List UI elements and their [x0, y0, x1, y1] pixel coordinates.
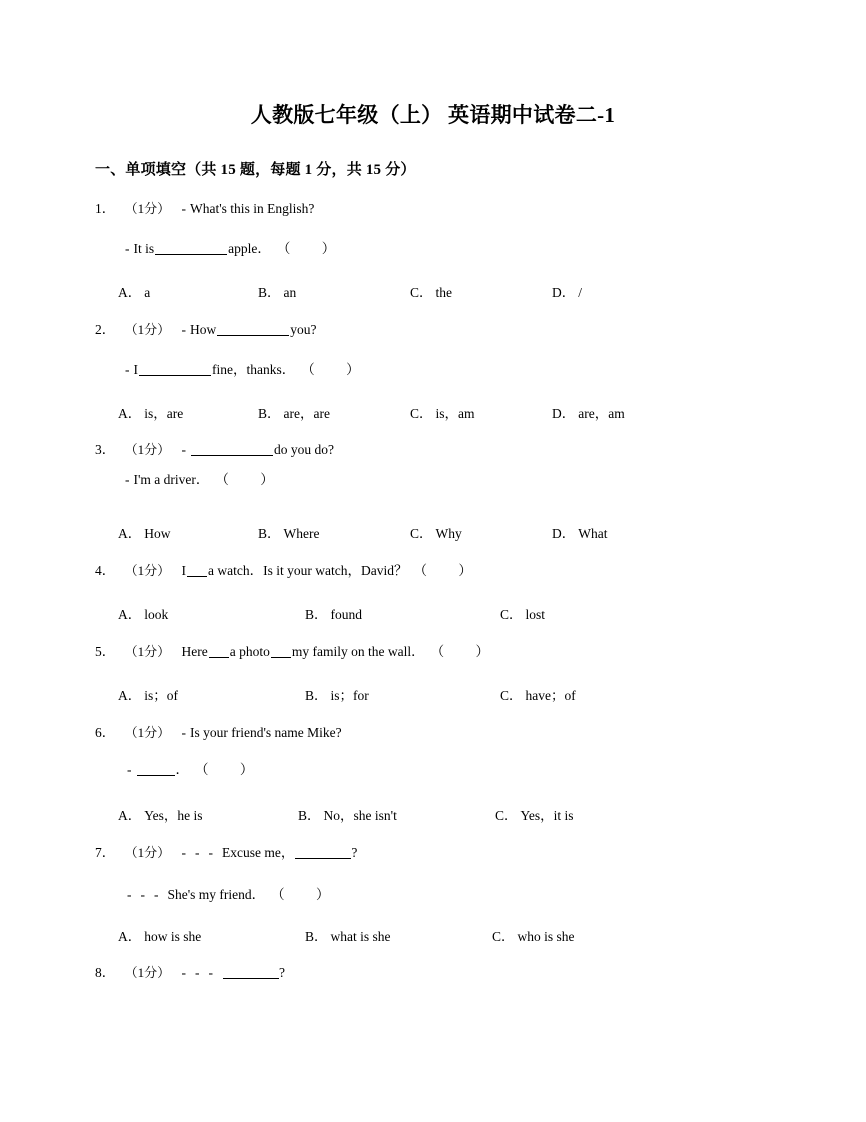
question-4-text-post: a watch．Is it your watch，David？: [208, 563, 408, 578]
question-7-answer-text: She's my friend．: [167, 887, 266, 902]
question-2-answer-post: fine，thanks．: [212, 362, 296, 377]
answer-paren[interactable]: （ ）: [271, 887, 344, 902]
dash-marker: -: [208, 965, 214, 980]
question-4-option-a[interactable]: [118, 603, 168, 623]
question-4-option-b[interactable]: [305, 603, 362, 623]
option-text: the: [435, 285, 453, 300]
section-heading: 一、单项填空（共 15 题，每题 1 分，共 15 分）: [95, 162, 416, 178]
option-label: B．: [258, 285, 281, 300]
option-label: C．: [410, 406, 433, 421]
question-5-number: 5．: [95, 644, 116, 659]
option-label: B．: [305, 929, 328, 944]
option-text: look: [144, 607, 169, 622]
question-7-option-a[interactable]: [118, 925, 201, 945]
question-4-score: （1分）: [124, 563, 171, 578]
option-text: Why: [435, 526, 462, 541]
answer-paren[interactable]: （ ）: [215, 472, 288, 487]
question-7-text-post: ?: [351, 845, 358, 860]
option-text: how is she: [144, 929, 202, 944]
option-text: is；of: [144, 688, 178, 703]
option-text: Yes，it is: [520, 808, 574, 823]
question-3-score: （1分）: [124, 442, 171, 457]
question-5-text-mid: a photo: [229, 644, 270, 659]
option-label: C．: [410, 526, 433, 541]
question-6-line-1: [95, 724, 342, 742]
option-text: /: [578, 285, 583, 300]
option-label: D．: [552, 406, 576, 421]
dash-marker: -: [181, 201, 187, 216]
question-7-line-1: [95, 844, 357, 862]
option-text: No，she isn't: [323, 808, 397, 823]
question-4-option-c[interactable]: [500, 603, 545, 623]
option-text: What: [578, 526, 608, 541]
question-6-option-c[interactable]: [495, 804, 574, 824]
answer-blank[interactable]: [155, 242, 227, 255]
question-8-number: 8．: [95, 965, 116, 980]
question-1-score: （1分）: [124, 201, 171, 216]
question-3-answer-text: I'm a driver．: [133, 472, 210, 487]
question-1-stem: [182, 200, 315, 218]
answer-blank[interactable]: [217, 323, 289, 336]
option-label: B．: [298, 808, 321, 823]
answer-blank[interactable]: [271, 646, 291, 658]
question-4-line-1: [95, 562, 486, 580]
question-5-option-a[interactable]: [118, 684, 178, 704]
question-6-line-2: [127, 761, 267, 779]
option-text: what is she: [330, 929, 391, 944]
option-label: A．: [118, 285, 142, 300]
option-label: B．: [305, 607, 328, 622]
answer-paren[interactable]: （ ）: [413, 563, 486, 578]
dash-marker: -: [125, 362, 130, 377]
question-1-option-d[interactable]: [552, 281, 582, 301]
question-7-text-pre: Excuse me，: [222, 845, 295, 860]
option-label: A．: [118, 607, 142, 622]
dash-marker: -: [125, 241, 130, 256]
option-label: C．: [500, 607, 523, 622]
option-label: C．: [410, 285, 433, 300]
option-label: D．: [552, 285, 576, 300]
question-7-line-2: [127, 886, 344, 904]
option-text: lost: [525, 607, 546, 622]
question-2-line-2: [125, 361, 374, 379]
option-label: C．: [492, 929, 515, 944]
dash-marker: -: [208, 845, 214, 860]
question-8-line-1: [95, 964, 285, 982]
answer-blank[interactable]: [137, 763, 175, 776]
question-3-line-1: [95, 441, 334, 459]
answer-paren[interactable]: （ ）: [301, 362, 374, 377]
option-label: C．: [500, 688, 523, 703]
option-text: who is she: [517, 929, 575, 944]
dash-marker: -: [127, 762, 132, 777]
question-6-answer-post: ．: [175, 762, 189, 777]
dash-marker: -: [181, 725, 187, 740]
answer-paren[interactable]: （ ）: [430, 644, 503, 659]
option-text: are，are: [283, 406, 330, 421]
question-1-number: 1．: [95, 201, 116, 216]
option-text: How: [144, 526, 171, 541]
question-1-text: What's this in English?: [190, 201, 315, 216]
question-3-line-2: [125, 471, 288, 489]
option-label: A．: [118, 688, 142, 703]
option-label: C．: [495, 808, 518, 823]
question-2-option-c[interactable]: [410, 402, 475, 422]
question-2-number: 2．: [95, 322, 116, 337]
question-2-score: （1分）: [124, 322, 171, 337]
option-label: A．: [118, 808, 142, 823]
answer-blank[interactable]: [295, 846, 351, 859]
question-7-option-b[interactable]: [305, 925, 391, 945]
answer-blank[interactable]: [223, 966, 279, 979]
dash-marker: -: [181, 845, 187, 860]
question-3-option-c[interactable]: [410, 522, 462, 542]
question-8-text-post: ?: [279, 965, 286, 980]
question-3-number: 3．: [95, 442, 116, 457]
question-6-number: 6．: [95, 725, 116, 740]
option-label: B．: [258, 406, 281, 421]
question-7-score: （1分）: [124, 845, 171, 860]
dash-marker: -: [195, 845, 200, 860]
option-text: is，am: [435, 406, 475, 421]
option-text: a: [144, 285, 151, 300]
answer-blank[interactable]: [191, 443, 273, 456]
option-text: Where: [283, 526, 320, 541]
dash-marker: -: [127, 887, 132, 902]
question-6-option-b[interactable]: [298, 804, 397, 824]
dash-marker: -: [154, 887, 159, 902]
option-text: found: [330, 607, 363, 622]
dash-marker: -: [125, 472, 130, 487]
question-1-answer-post: apple．: [228, 241, 271, 256]
option-label: B．: [258, 526, 281, 541]
option-text: Yes，he is: [144, 808, 203, 823]
answer-paren[interactable]: （ ）: [276, 241, 350, 256]
question-4-text-pre: I: [181, 563, 187, 578]
option-text: are，am: [578, 406, 625, 421]
page-title: 人教版七年级（上） 英语期中试卷二-1: [250, 103, 616, 127]
question-6-score: （1分）: [124, 725, 171, 740]
answer-paren[interactable]: （ ）: [195, 762, 268, 777]
question-2-line-1: [95, 321, 317, 339]
question-6-option-a[interactable]: [118, 804, 203, 824]
question-6-stem: [182, 724, 342, 742]
answer-blank[interactable]: [139, 363, 211, 376]
question-3-option-b[interactable]: [258, 522, 320, 542]
question-8-score: （1分）: [124, 965, 171, 980]
question-1-option-b[interactable]: [258, 281, 296, 301]
option-label: B．: [305, 688, 328, 703]
option-label: A．: [118, 406, 142, 421]
question-1-line-2: [125, 240, 349, 258]
question-5-score: （1分）: [124, 644, 171, 659]
question-2-option-d[interactable]: [552, 402, 625, 422]
question-1-option-c[interactable]: [410, 281, 452, 301]
answer-blank[interactable]: [209, 646, 229, 658]
question-2-answer-pre: I: [133, 362, 138, 377]
dash-marker: -: [140, 887, 145, 902]
question-7-number: 7．: [95, 845, 116, 860]
question-7-option-c[interactable]: [492, 925, 575, 945]
option-label: A．: [118, 929, 142, 944]
answer-blank[interactable]: [187, 565, 207, 577]
option-label: A．: [118, 526, 142, 541]
question-7-stem: [182, 844, 358, 862]
option-text: is；for: [330, 688, 369, 703]
option-text: have；of: [525, 688, 576, 703]
question-5-text-post: my family on the wall．: [291, 644, 425, 659]
question-6-text: Is your friend's name Mike?: [190, 725, 342, 740]
question-3-text-post: do you do?: [274, 442, 335, 457]
question-3-option-d[interactable]: [552, 522, 608, 542]
question-2-option-b[interactable]: [258, 402, 330, 422]
question-5-stem: [182, 643, 503, 661]
question-8-stem: [182, 964, 286, 982]
question-5-line-1: [95, 643, 503, 661]
question-5-text-pre: Here: [181, 644, 208, 659]
question-1-answer-pre: It is: [133, 241, 155, 256]
question-5-option-c[interactable]: [500, 684, 576, 704]
question-1-line-1: [95, 200, 314, 218]
dash-marker: -: [195, 965, 200, 980]
question-2-option-a[interactable]: [118, 402, 183, 422]
option-text: is，are: [144, 406, 184, 421]
option-text: an: [283, 285, 297, 300]
dash-marker: -: [181, 322, 187, 337]
question-2-stem: [182, 321, 317, 339]
option-label: D．: [552, 526, 576, 541]
question-5-option-b[interactable]: [305, 684, 369, 704]
question-1-option-a[interactable]: [118, 281, 150, 301]
dash-marker: -: [181, 965, 187, 980]
question-4-number: 4．: [95, 563, 116, 578]
question-2-text-post: you?: [290, 322, 317, 337]
question-3-option-a[interactable]: [118, 522, 171, 542]
dash-marker: -: [181, 442, 187, 457]
question-4-stem: [182, 562, 486, 580]
question-3-stem: [182, 441, 335, 459]
question-2-text-pre: How: [190, 322, 217, 337]
